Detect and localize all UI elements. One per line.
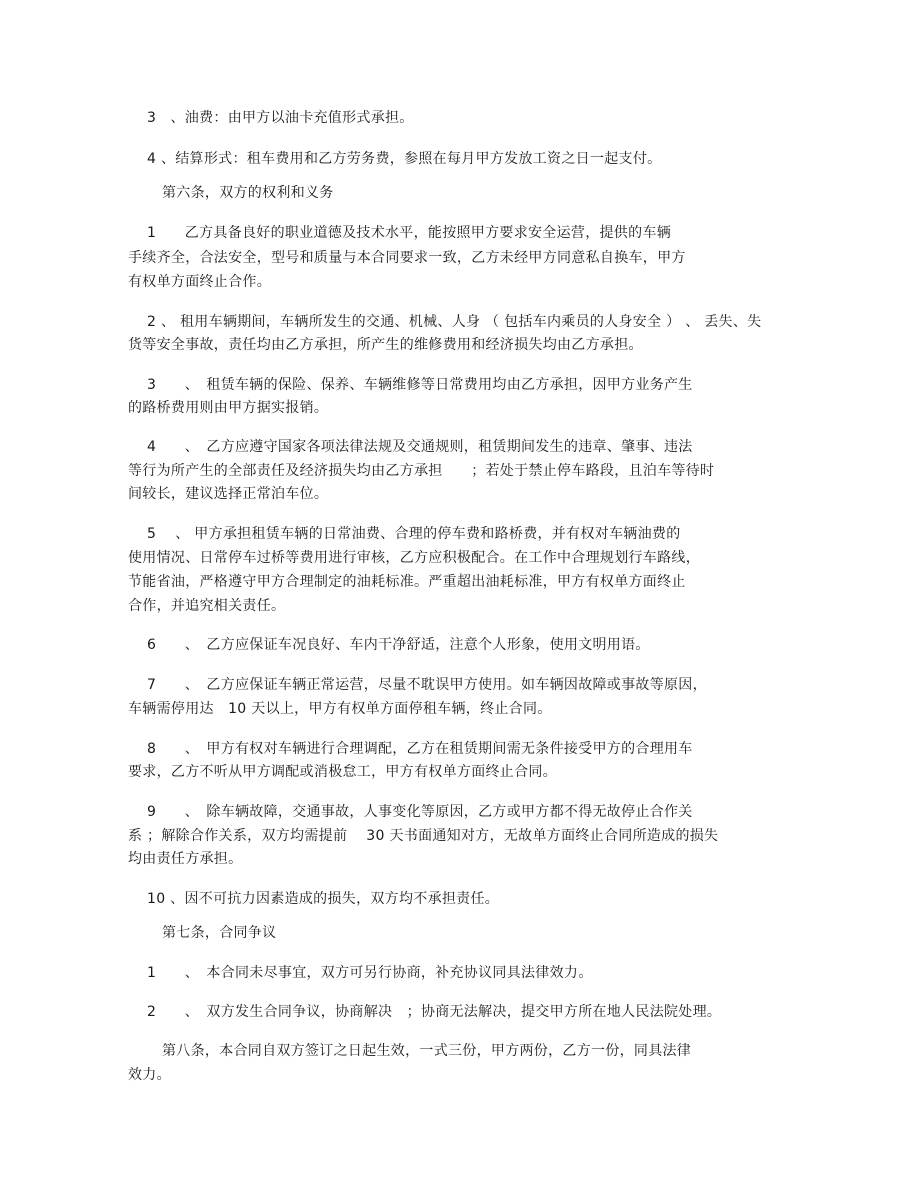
clause-6-5-line-2: 使用情况、日常停车过桥等费用进行审核，乙方应积极配合。在工作中合理规划行车路线， — [128, 550, 700, 566]
clause-6-7-line-1: 7 、 乙方应保证车辆正常运营，尽量不耽误甲方使用。如车辆因故障或事故等原因， — [147, 677, 707, 693]
clause-6-8-line-2: 要求，乙方不听从甲方调配或消极怠工，甲方有权单方面终止合同。 — [128, 764, 557, 780]
article-8-line-2: 效力。 — [128, 1067, 171, 1083]
clause-7-1: 1 、 本合同未尽事宜，双方可另行协商，补充协议同具法律效力。 — [147, 965, 593, 981]
clause-6-9-line-2: 系 ；解除合作关系，双方均需提前 30 天书面通知对方，无故单方面终止合同所造成的损失 — [128, 828, 719, 844]
clause-6-5-line-4: 合作，并追究相关责任。 — [128, 598, 286, 614]
clause-6-9-line-3: 均由责任方承担。 — [128, 851, 243, 867]
clause-6-10: 10 、因不可抗力因素造成的损失，双方均不承担责任。 — [147, 891, 500, 907]
clause-6-3-line-2: 的路桥费用则由甲方据实报销。 — [128, 400, 329, 416]
clause-6-6: 6 、 乙方应保证车况良好、车内干净舒适，注意个人形象，使用文明用语。 — [147, 637, 650, 653]
clause-6-2-line-1: 2 、 租用车辆期间，车辆所发生的交通、机械、人身 （ 包括车内乘员的人身安全 ） 、 丢失、失 — [147, 314, 762, 330]
clause-6-9-line-1: 9 、 除车辆故障，交通事故，人事变化等原因，乙方或甲方都不得无故停止合作关 — [147, 804, 693, 820]
article-7-heading: 第七条，合同争议 — [162, 925, 277, 941]
clause-6-1-line-2: 手续齐全，合法安全，型号和质量与本合同要求一致，乙方未经甲方同意私自换车，甲方 — [128, 250, 686, 266]
clause-6-4-line-1: 4 、 乙方应遵守国家各项法律法规及交通规则，租赁期间发生的违章、肇事、违法 — [147, 439, 693, 455]
clause-6-8-line-1: 8 、 甲方有权对车辆进行合理调配，乙方在租赁期间需无条件接受甲方的合理用车 — [147, 741, 693, 757]
article-6-heading: 第六条，双方的权利和义务 — [162, 185, 334, 201]
clause-5-4-settlement: 4 、结算形式：租车费用和乙方劳务费，参照在每月甲方发放工资之日一起支付。 — [147, 151, 662, 167]
clause-6-5-line-3: 节能省油，严格遵守甲方合理制定的油耗标准。严重超出油耗标准，甲方有权单方面终止 — [128, 574, 686, 590]
clause-6-3-line-1: 3 、 租赁车辆的保险、保养、车辆维修等日常费用均由乙方承担，因甲方业务产生 — [147, 377, 693, 393]
clause-6-1-line-3: 有权单方面终止合作。 — [128, 274, 271, 290]
clause-6-5-line-1: 5 、 甲方承担租赁车辆的日常油费、合理的停车费和路桥费，并有权对车辆油费的 — [147, 526, 681, 542]
article-8-line-1: 第八条，本合同自双方签订之日起生效，一式三份，甲方两份，乙方一份，同具法律 — [162, 1043, 692, 1059]
clause-6-1-line-1: 1 乙方具备良好的职业道德及技术水平，能按照甲方要求安全运营，提供的车辆 — [147, 225, 672, 241]
clause-6-7-line-2: 车辆需停用达 10 天以上，甲方有权单方面停租车辆，终止合同。 — [128, 701, 552, 717]
clause-5-3-fuel: 3 、油费：由甲方以油卡充值形式承担。 — [147, 110, 414, 126]
clause-6-4-line-2: 等行为所产生的全部责任及经济损失均由乙方承担 ；若处于禁止停车路段，且泊车等待时 — [128, 463, 715, 479]
clause-6-2-line-2: 货等安全事故，责任均由乙方承担，所产生的维修费用和经济损失均由乙方承担。 — [128, 337, 643, 353]
clause-7-2: 2 、 双方发生合同争议，协商解决 ；协商无法解决，提交甲方所在地人民法院处理。 — [147, 1004, 722, 1020]
clause-6-4-line-3: 间较长，建议选择正常泊车位。 — [128, 486, 329, 502]
